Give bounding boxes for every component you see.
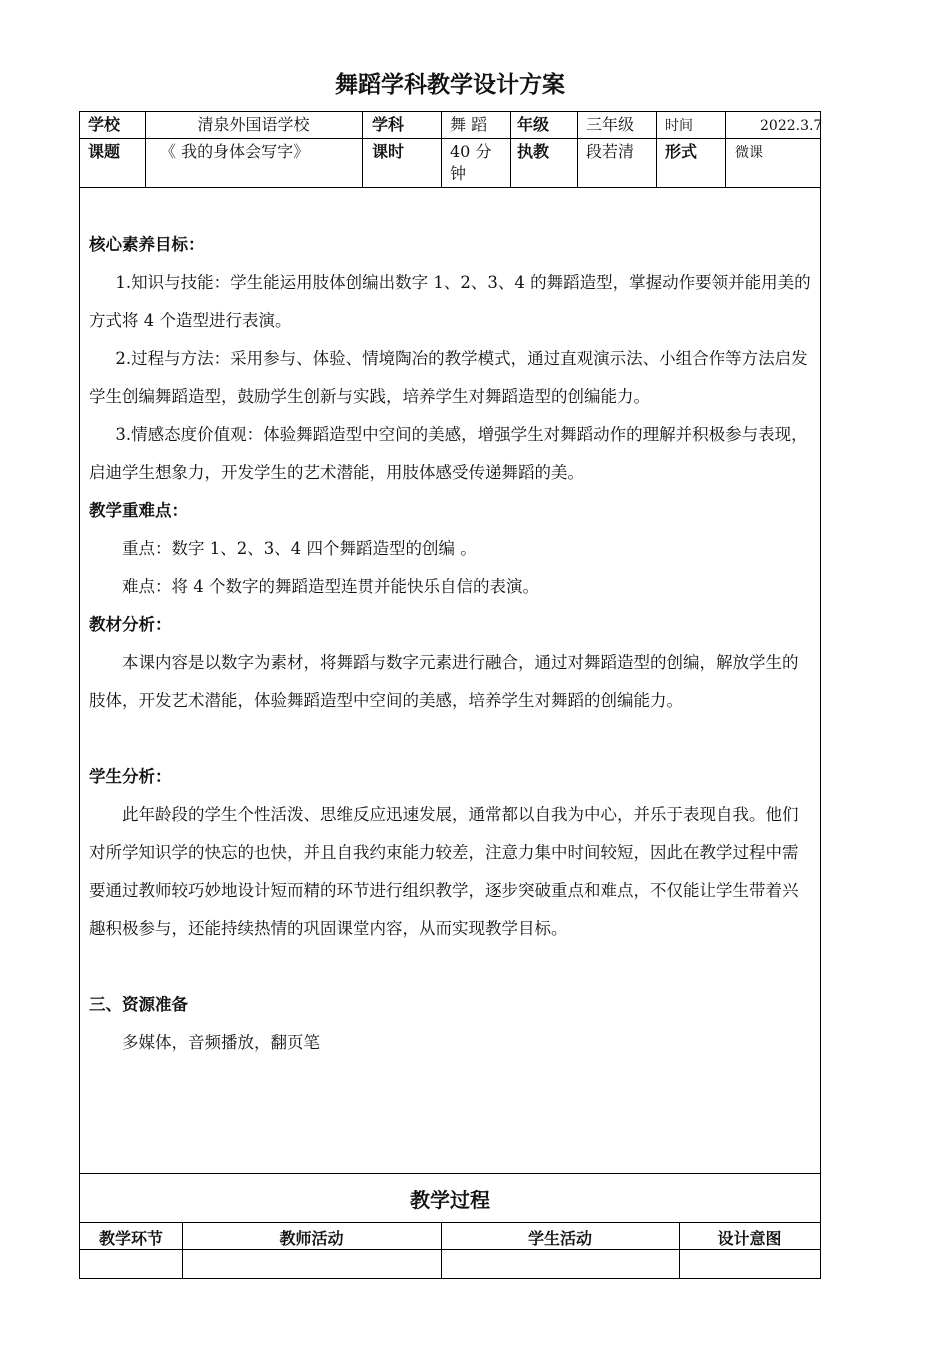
core-goal-3: 3.情感态度价值观：体验舞蹈造型中空间的美感，增强学生对舞蹈动作的理解并积极参与表现，启迪学生想象力，开发学生的艺术潜能，用肢体感受传递舞蹈的美。 [89,425,808,482]
core-goal-2: 2.过程与方法：采用参与、体验、情境陶冶的教学模式，通过直观演示法、小组合作等方法启发学生创编舞蹈造型，鼓励学生创新与实践，培养学生对舞蹈造型的创编能力。 [89,349,808,406]
teacher-value: 段若清 [586,142,635,161]
school-value: 清泉外国语学校 [197,115,310,134]
duration-value-1: 40 分 [450,142,492,161]
resource-heading: 三、资源准备 [89,995,188,1014]
duration-value-2: 钟 [450,164,467,183]
key-heading: 教学重难点： [89,501,188,520]
process-table [79,1173,821,1279]
difficult-point: 难点：将 4 个数字的舞蹈造型连贯并能快乐自信的表演。 [122,577,539,596]
column-header: 教师活动 [279,1229,344,1248]
time-label: 时间 [665,118,693,134]
info-table [79,111,821,188]
resource-text: 多媒体，音频播放，翻页笔 [122,1033,320,1052]
core-heading: 核心素养目标： [89,235,205,254]
student-text: 此年龄段的学生个性活泼、思维反应迅速发展，通常都以自我为中心，并乐于表现自我。他们对所学知识学的快忘的也快，并且自我约束能力较差，注意力集中时间较短，因此在教学过程中需要通过教师较巧妙地设计短而精的环节进行组织教学，逐步突破重点和难点，不仅能让学生带着兴趣积极参与，还能持续热情的巩固课堂内容，从而实现教学目标。 [89,805,799,938]
duration-label: 课时 [372,142,405,161]
column-header: 教学环节 [98,1229,163,1248]
topic-value: 《 我的身体会写字》 [160,142,310,161]
column-header: 学生活动 [527,1229,592,1248]
subject-value: 舞 蹈 [450,115,488,134]
school-label: 学校 [88,115,121,134]
grade-value: 三年级 [586,115,635,134]
form-label: 形式 [665,142,698,161]
grade-label: 年级 [517,115,550,134]
time-value: 2022.3.7 [760,118,823,134]
form-value: 微课 [735,145,763,161]
content-section [79,188,821,1173]
core-goal-1: 1.知识与技能：学生能运用肢体创编出数字 1、2、3、4 的舞蹈造型，掌握动作要领并能用美的方式将 4 个造型进行表演。 [89,273,811,330]
teacher-label: 执教 [517,142,550,161]
student-heading: 学生分析： [89,767,172,786]
subject-label: 学科 [372,115,405,134]
material-text: 本课内容是以数字为素材，将舞蹈与数字元素进行融合，通过对舞蹈造型的创编，解放学生的肢体，开发艺术潜能，体验舞蹈造型中空间的美感，培养学生对舞蹈的创编能力。 [89,653,799,710]
column-header: 设计意图 [717,1229,782,1248]
process-title: 教学过程 [410,1188,490,1212]
key-point: 重点：数字 1、2、3、4 四个舞蹈造型的创编 。 [122,539,477,558]
page-title: 舞蹈学科教学设计方案 [335,72,565,98]
material-heading: 教材分析： [89,615,172,634]
topic-label: 课题 [88,142,121,161]
